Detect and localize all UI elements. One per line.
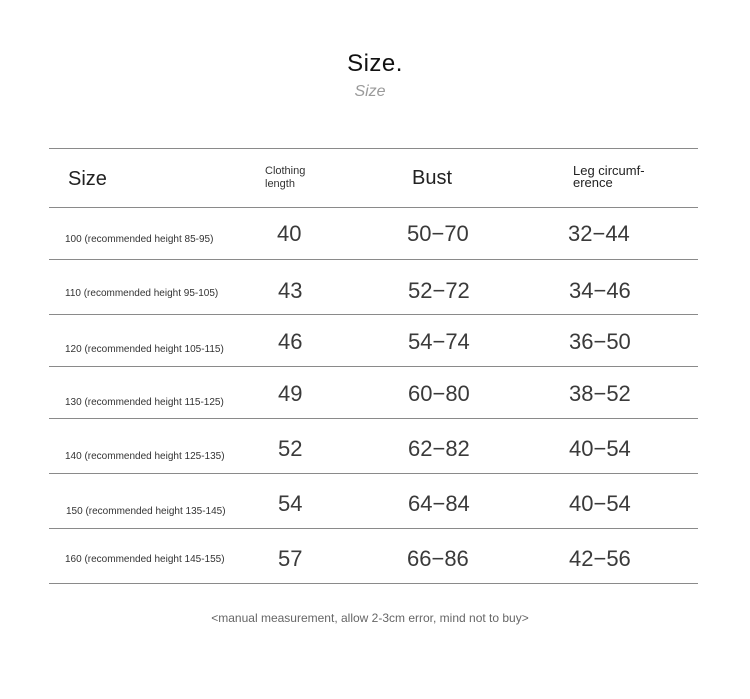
bust-cell: 54−74 (408, 329, 470, 354)
column-header-leg-circumference: Leg circumf-erence (573, 163, 645, 190)
size-cell: 110 (recommended height 95-105) (65, 288, 219, 299)
column-header-size: Size (68, 168, 107, 190)
leg-cell: 40−54 (569, 491, 631, 516)
table-rule (49, 366, 698, 367)
column-header-bust: Bust (412, 167, 453, 189)
leg-cell: 36−50 (569, 329, 631, 354)
page-subtitle: Size (354, 83, 386, 100)
leg-cell: 42−56 (569, 546, 631, 571)
length-cell: 54 (278, 491, 303, 516)
table-rule-header (49, 207, 698, 208)
footnote: <manual measurement, allow 2-3cm error, mind not to buy> (211, 611, 529, 625)
table-rule-top (49, 148, 698, 149)
length-cell: 40 (277, 221, 302, 246)
leg-cell: 32−44 (568, 221, 630, 246)
bust-cell: 64−84 (408, 491, 470, 516)
bust-cell: 62−82 (408, 436, 470, 461)
leg-cell: 40−54 (569, 436, 631, 461)
size-cell: 160 (recommended height 145-155) (65, 554, 225, 565)
table-rule (49, 418, 698, 419)
bust-cell: 50−70 (407, 221, 469, 246)
size-cell: 100 (recommended height 85-95) (65, 234, 214, 245)
size-cell: 120 (recommended height 105-115) (65, 344, 224, 355)
size-cell: 140 (recommended height 125-135) (65, 451, 225, 462)
column-header-clothing-length: Clothing length (265, 165, 306, 190)
table-rule (49, 259, 698, 260)
length-cell: 57 (278, 546, 303, 571)
length-cell: 43 (278, 278, 303, 303)
page-title: Size. (347, 50, 403, 77)
table-rule (49, 528, 698, 529)
table-rule-bottom (49, 583, 698, 584)
bust-cell: 66−86 (407, 546, 469, 571)
size-cell: 130 (recommended height 115-125) (65, 397, 224, 408)
leg-cell: 34−46 (569, 278, 631, 303)
leg-cell: 38−52 (569, 381, 631, 406)
bust-cell: 60−80 (408, 381, 470, 406)
bust-cell: 52−72 (408, 278, 470, 303)
table-rule (49, 473, 698, 474)
table-rule (49, 314, 698, 315)
size-cell: 150 (recommended height 135-145) (66, 506, 226, 517)
length-cell: 52 (278, 436, 303, 461)
length-cell: 46 (278, 329, 303, 354)
length-cell: 49 (278, 381, 303, 406)
